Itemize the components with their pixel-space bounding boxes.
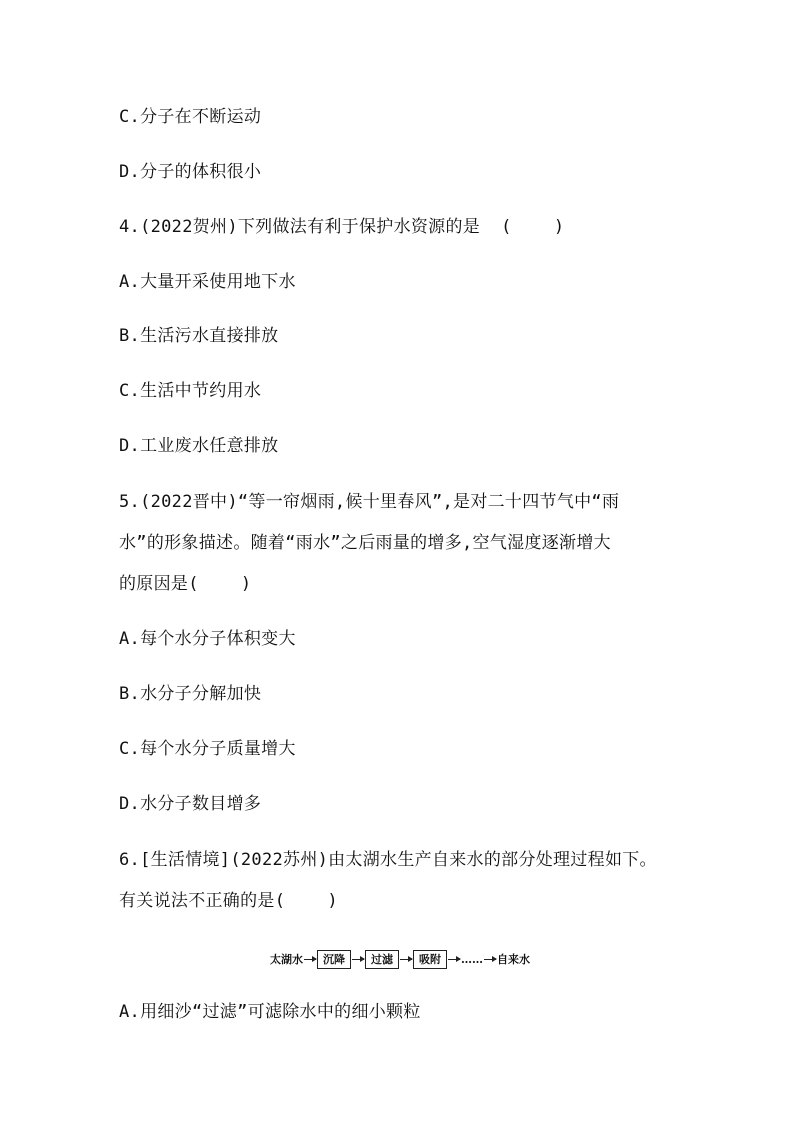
flow-arrow-icon xyxy=(400,959,412,960)
q5-option-c: C.每个水分子质量增大 xyxy=(119,739,296,759)
q3-option-d: D.分子的体积很小 xyxy=(119,162,262,182)
q4-option-d: D.工业废水任意排放 xyxy=(119,436,279,456)
q5-option-a: A.每个水分子体积变大 xyxy=(119,629,296,649)
q4-option-c: C.生活中节约用水 xyxy=(119,381,262,401)
q5-stem-line-1: 5.(2022晋中)“等一帘烟雨,候十里春风”,是对二十四节气中“雨 xyxy=(119,492,620,512)
flow-arrow-icon xyxy=(484,959,496,960)
q5-stem-line-3: 的原因是( ) xyxy=(119,574,252,594)
q6-stem-line-1: 6.[生活情境](2022苏州)由太湖水生产自来水的部分处理过程如下。 xyxy=(119,850,657,870)
flow-ellipsis: …… xyxy=(461,952,483,966)
flow-arrow-icon xyxy=(448,959,460,960)
q6-option-a: A.用细沙“过滤”可滤除水中的细小颗粒 xyxy=(119,1002,421,1022)
q3-option-c: C.分子在不断运动 xyxy=(119,107,262,127)
flow-source: 太湖水 xyxy=(270,952,303,966)
q5-stem-line-2: 水”的形象描述。随着“雨水”之后雨量的增多,空气湿度逐渐增大 xyxy=(119,533,611,553)
flow-step-settling: 沉降 xyxy=(317,950,351,969)
flow-result: 自来水 xyxy=(497,952,530,966)
q5-option-d: D.水分子数目增多 xyxy=(119,794,262,814)
flow-step-adsorption: 吸附 xyxy=(413,950,447,969)
water-treatment-flowchart xyxy=(270,947,530,971)
q4-option-a: A.大量开采使用地下水 xyxy=(119,272,296,292)
flow-arrow-icon xyxy=(352,959,364,960)
flow-arrow-icon xyxy=(304,959,316,960)
q6-stem-line-2: 有关说法不正确的是( ) xyxy=(119,891,338,911)
q4-stem: 4.(2022贺州)下列做法有利于保护水资源的是 ( ) xyxy=(119,217,565,237)
q4-option-b: B.生活污水直接排放 xyxy=(119,326,279,346)
flow-step-filtering: 过滤 xyxy=(365,950,399,969)
q5-option-b: B.水分子分解加快 xyxy=(119,684,262,704)
